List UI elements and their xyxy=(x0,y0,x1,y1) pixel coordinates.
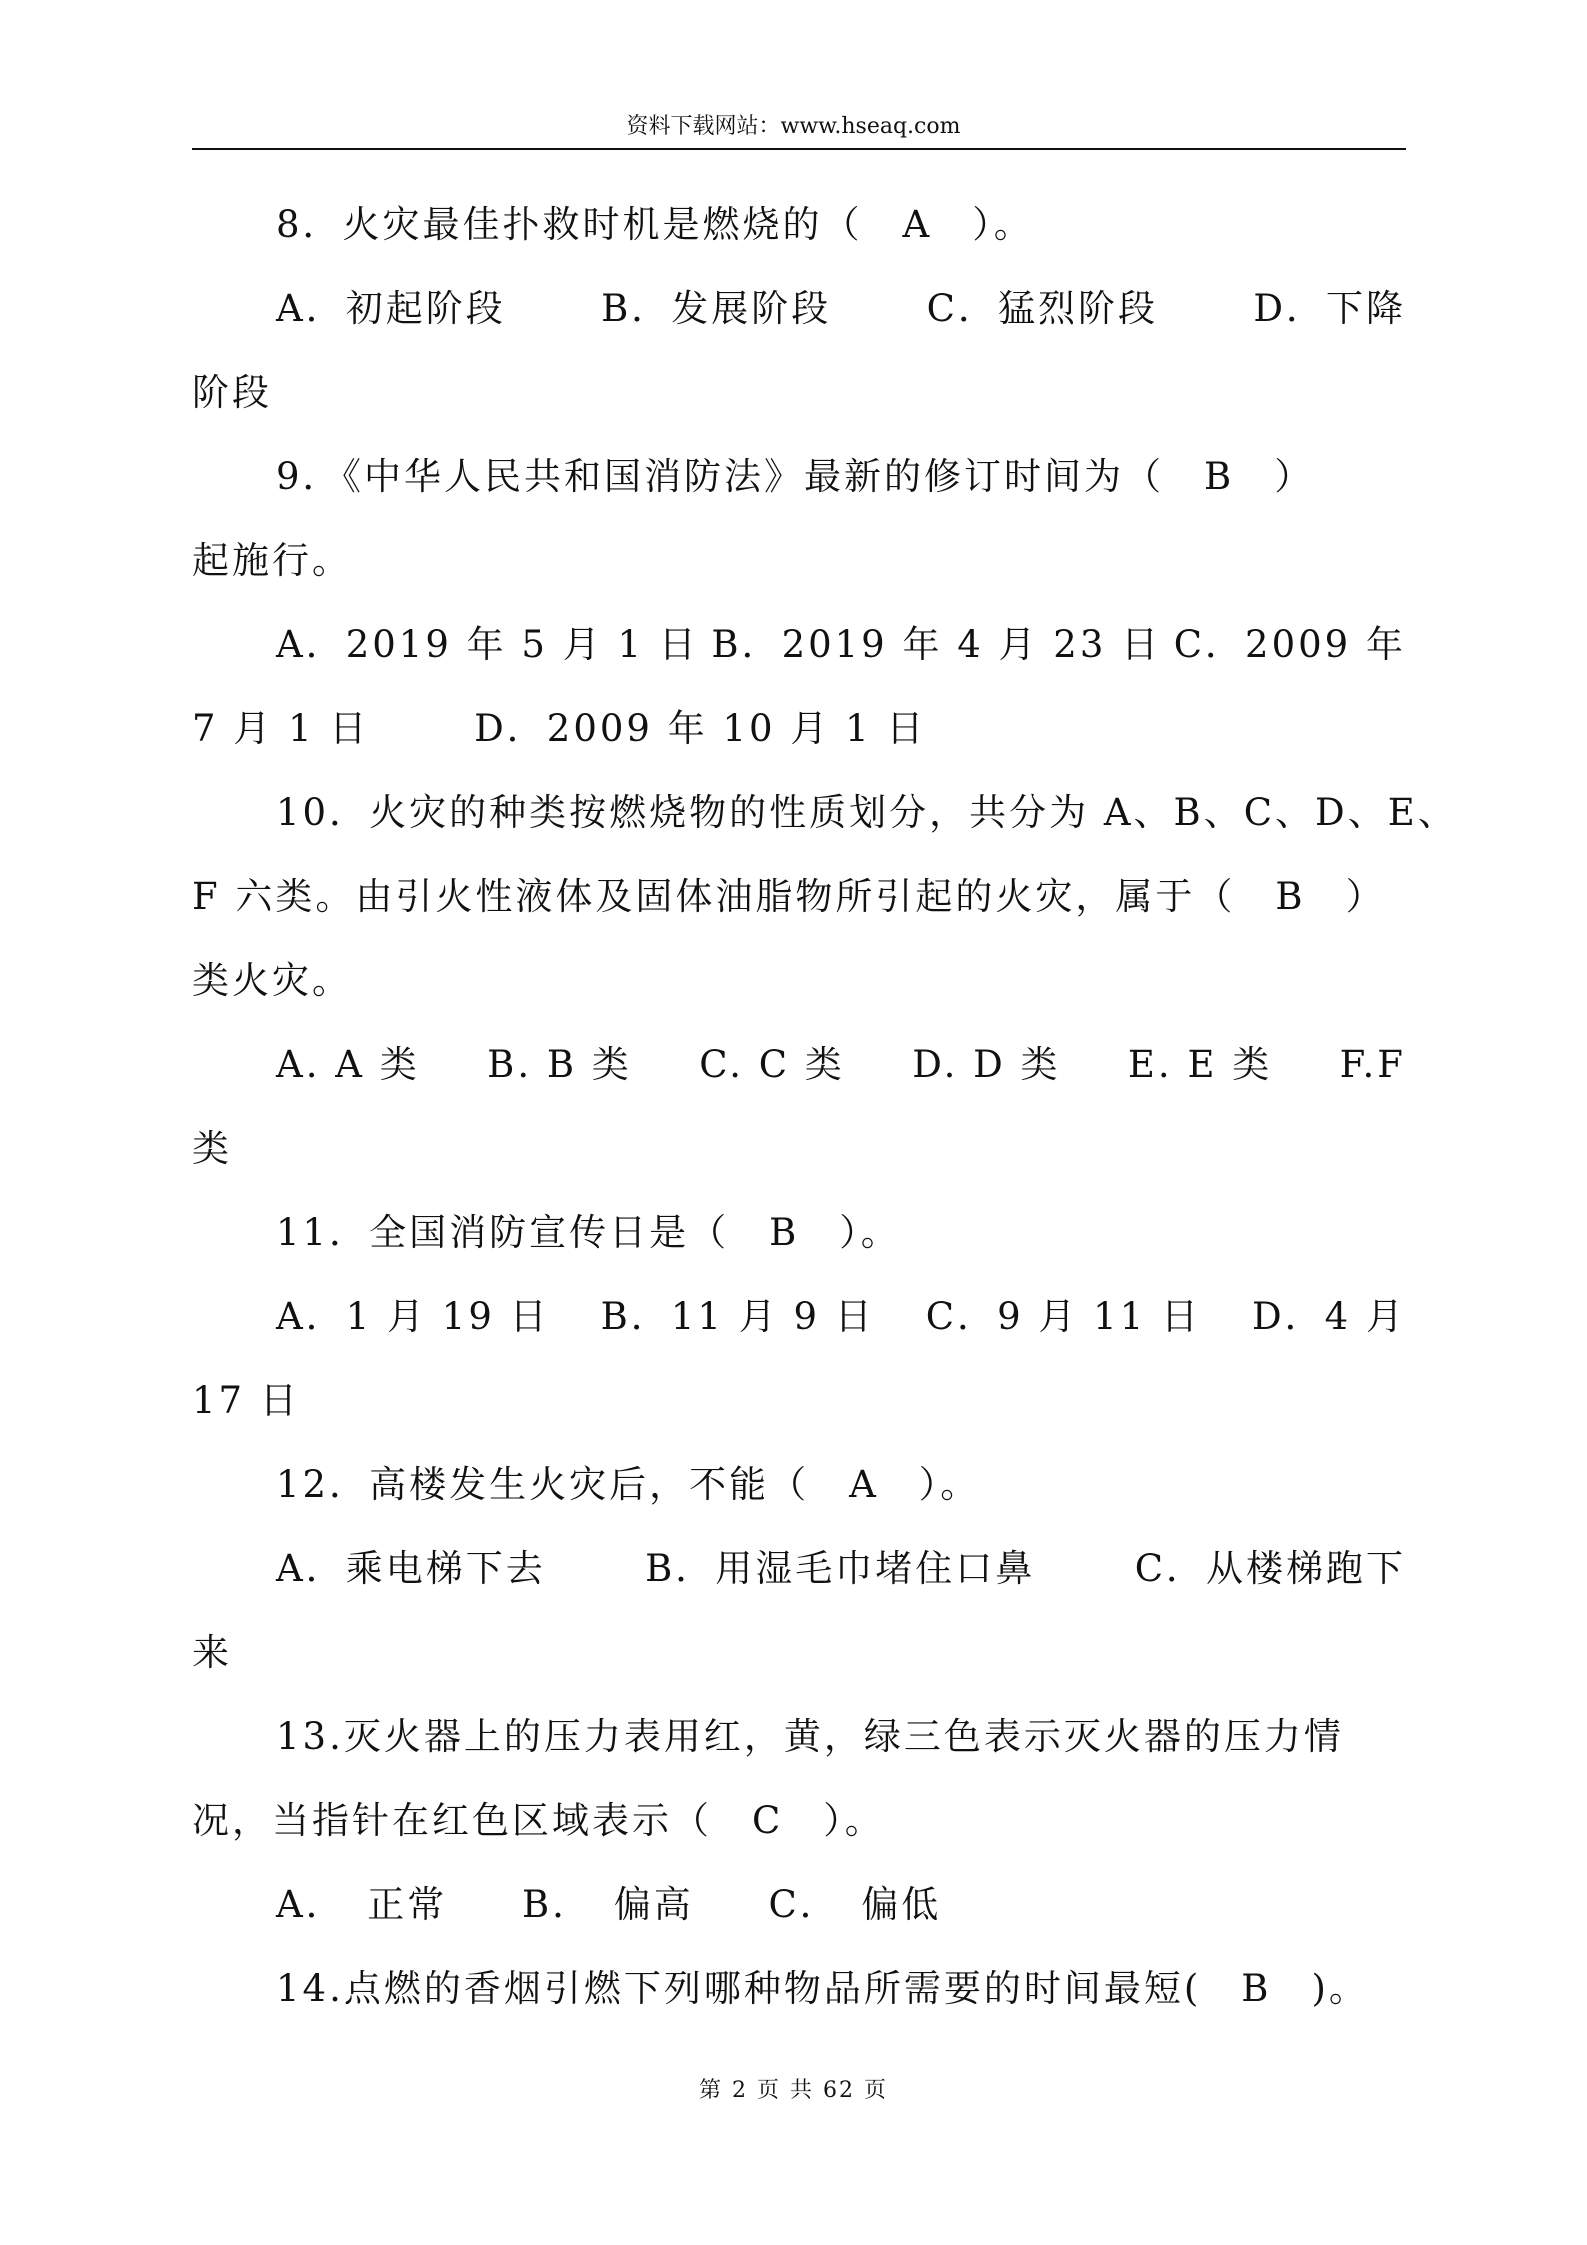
option-c-continued: 7 月 1 日 xyxy=(192,707,370,750)
question-10-options xyxy=(192,1023,1406,1107)
option-a: A．乘电梯下去 xyxy=(276,1547,546,1590)
option-b: B． 偏高 xyxy=(522,1883,694,1926)
question-11-stem: 11．全国消防宣传日是（ B ）。 xyxy=(276,1211,901,1254)
option-b: B．2019 年 4 月 23 日 xyxy=(711,623,1162,666)
question-11-options-wrap: 17 日 xyxy=(192,1379,300,1422)
document-body xyxy=(192,183,1458,2031)
option-c: C. C 类 xyxy=(699,1043,845,1086)
page-header: 资料下载网站：www.hseaq.com xyxy=(626,114,961,139)
option-f: F.F xyxy=(1339,1043,1406,1086)
option-d: D. D 类 xyxy=(912,1043,1061,1086)
question-8-options xyxy=(192,267,1406,351)
question-11-options xyxy=(192,1275,1406,1359)
question-13-stem: 13.灭火器上的压力表用红，黄，绿三色表示灭火器的压力情 xyxy=(276,1715,1344,1758)
option-a: A．初起阶段 xyxy=(276,287,506,330)
option-b: B．11 月 9 日 xyxy=(600,1295,875,1338)
option-c: C． 偏低 xyxy=(768,1883,942,1926)
option-b: B. B 类 xyxy=(487,1043,632,1086)
option-d: D．下降 xyxy=(1253,287,1406,330)
option-a: A．1 月 19 日 xyxy=(276,1295,550,1338)
question-8-stem: 8．火灾最佳扑救时机是燃烧的（ A ）。 xyxy=(276,203,1034,246)
question-10-stem-wrap: F 六类。由引火性液体及固体油脂物所引起的火灾，属于（ B ） xyxy=(192,875,1386,918)
question-12-options-wrap: 来 xyxy=(192,1631,232,1674)
option-c: C．9 月 11 日 xyxy=(925,1295,1201,1338)
option-d: D．2009 年 10 月 1 日 xyxy=(474,707,927,750)
option-a: A．2019 年 5 月 1 日 xyxy=(276,623,699,666)
option-b: B．用湿毛巾堵住口鼻 xyxy=(645,1547,1036,1590)
question-10-stem-wrap-2: 类火灾。 xyxy=(192,959,352,1002)
question-12-stem: 12．高楼发生火灾后，不能（ A ）。 xyxy=(276,1463,981,1506)
question-9-options-wrap xyxy=(192,687,1406,771)
option-c: C．2009 年 xyxy=(1173,623,1406,666)
question-12-options xyxy=(192,1527,1406,1611)
option-a: A. A 类 xyxy=(276,1043,420,1086)
question-14-stem: 14.点燃的香烟引燃下列哪种物品所需要的时间最短( B )。 xyxy=(276,1967,1369,2010)
question-10-stem: 10．火灾的种类按燃烧物的性质划分，共分为 A、B、C、D、E、 xyxy=(276,791,1458,834)
question-9-stem: 9．《中华人民共和国消防法》最新的修订时间为（ B ） xyxy=(276,455,1315,498)
option-c: C．猛烈阶段 xyxy=(926,287,1158,330)
option-e: E. E 类 xyxy=(1127,1043,1273,1086)
question-9-options xyxy=(192,603,1406,687)
option-d: D．4 月 xyxy=(1252,1295,1406,1338)
question-10-options-wrap: 类 xyxy=(192,1127,232,1170)
question-13-options xyxy=(192,1863,1406,1947)
question-9-stem-wrap: 起施行。 xyxy=(192,539,352,582)
question-8-options-wrap: 阶段 xyxy=(192,371,272,414)
header-divider xyxy=(192,148,1406,150)
page-footer: 第 2 页 共 62 页 xyxy=(699,2078,888,2103)
option-c: C．从楼梯跑下 xyxy=(1134,1547,1406,1590)
option-a: A． 正常 xyxy=(276,1883,448,1926)
option-b: B．发展阶段 xyxy=(601,287,832,330)
question-13-stem-wrap: 况，当指针在红色区域表示（ C ）。 xyxy=(192,1799,885,1842)
